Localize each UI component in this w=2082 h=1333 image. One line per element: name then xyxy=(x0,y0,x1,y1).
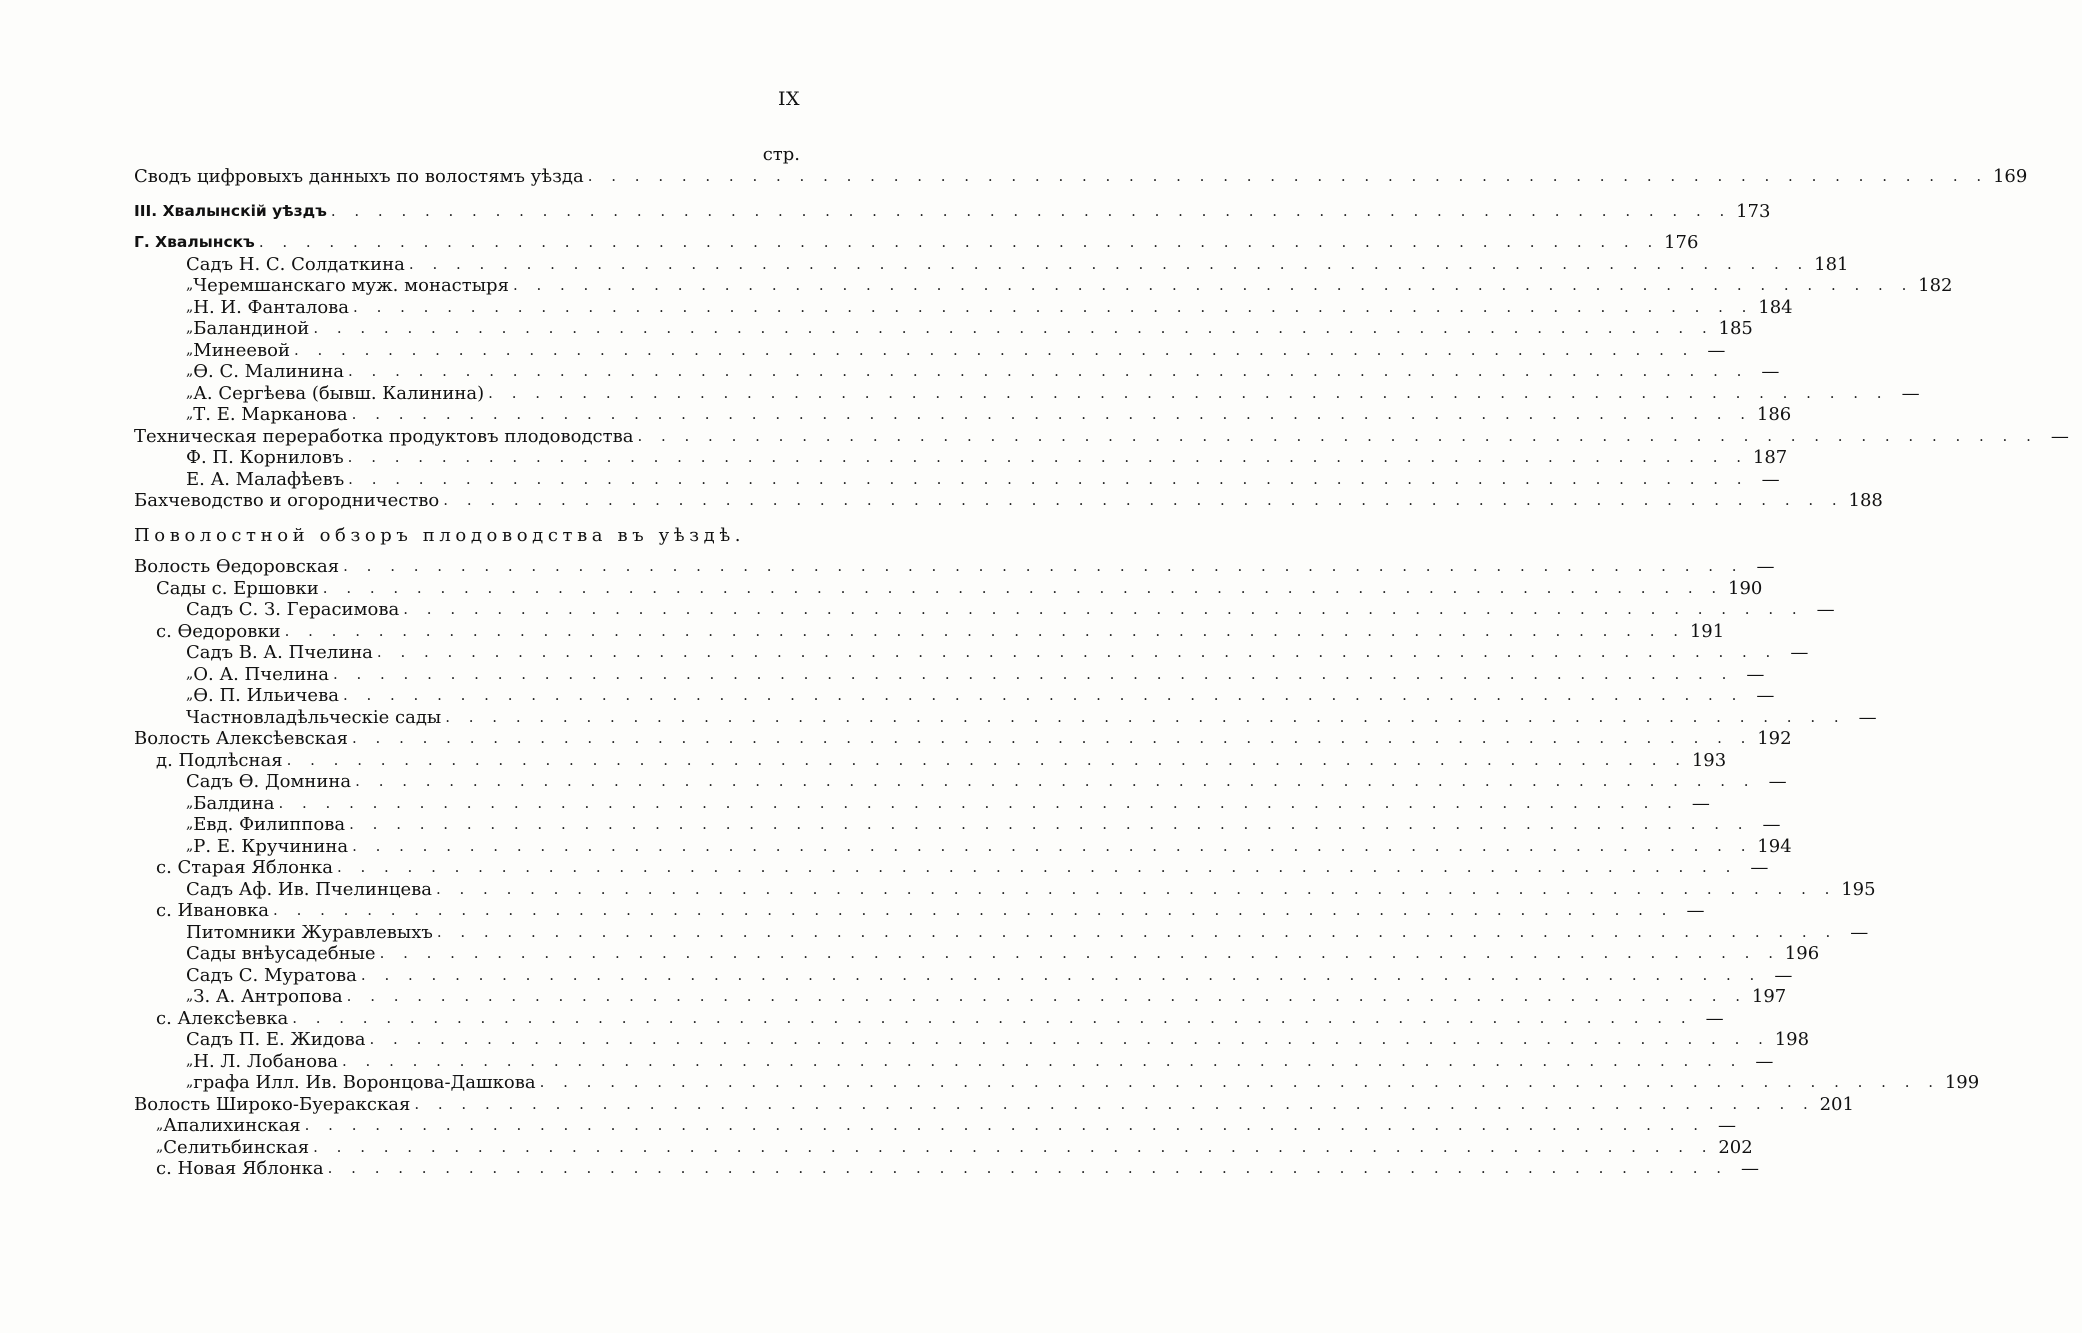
toc-entry-title: д. Подлѣсная xyxy=(156,750,287,772)
toc-entry-title: III. Хвалынскій уѣздъ xyxy=(134,201,331,223)
leader-dots: . . . . . . . . . . . . . . . . . . . . . . . . . . . . . . . . . . . . . . . . . . . . . . . . . . . . . . . . . . . . xyxy=(445,707,1846,726)
toc-entry-page: — xyxy=(2038,426,2082,448)
leader-dots: . . . . . . . . . . . . . . . . . . . . . . . . . . . . . . . . . . . . . . . . . . . . . . . . . . . . . . . . . . . . xyxy=(330,201,1732,220)
toc-entry-page: — xyxy=(1761,965,1805,987)
toc-entry xyxy=(134,468,1780,491)
toc-entry-page: 184 xyxy=(1753,297,1797,319)
toc-entry-page: 192 xyxy=(1752,728,1796,750)
ditto-mark: „ xyxy=(186,341,194,358)
page-number: IX xyxy=(777,88,800,110)
toc-entry-title: Садъ С. З. Герасимова xyxy=(186,599,403,621)
toc-entry xyxy=(134,490,1883,512)
toc-entry xyxy=(134,577,1763,600)
toc-entry xyxy=(134,318,1753,340)
toc-entry xyxy=(134,200,1771,223)
toc-entry xyxy=(134,1072,1980,1094)
toc-entry-page: — xyxy=(1728,1158,1772,1180)
toc-entry-title: графа Илл. Ив. Воронцова-Дашкова xyxy=(193,1072,539,1094)
toc-entry xyxy=(134,556,1775,578)
leader-dots: . . . . . . . . . . . . . . . . . . . . . . . . . . . . . . . . . . . . . . . . . . . . . . . . . . . . . . . . . . . . xyxy=(336,858,1738,876)
toc-entry-page: — xyxy=(1777,642,1821,664)
leader-dots: . . . . . . . . . . . . . . . . . . . . . . . . . . . . . . . . . . . . . . . . . . . . . . . . . . . . . . . . . . . . xyxy=(360,965,1762,984)
ditto-mark: „ xyxy=(186,277,194,293)
toc-entry-title: с. Новая Яблонка xyxy=(156,1158,328,1180)
toc-entry xyxy=(134,404,1792,426)
toc-entry-title: Евд. Филиппова xyxy=(193,814,349,836)
leader-dots: . . . . . . . . . . . . . . . . . . . . . . . . . . . . . . . . . . . . . . . . . . . . . . . . . . . . . . . . . . . . xyxy=(637,426,2038,445)
toc-entry xyxy=(134,275,1953,297)
toc-entry-title: Р. Е. Кручинина xyxy=(193,836,352,858)
toc-entry xyxy=(134,771,1787,793)
toc-entry-page: — xyxy=(1744,556,1788,578)
toc-entry-page: 197 xyxy=(1747,986,1791,1008)
toc-entry-page: — xyxy=(1679,793,1723,815)
ditto-mark: „ xyxy=(186,298,194,315)
toc-entry-page: — xyxy=(1748,361,1792,383)
leader-dots: . . . . . . . . . . . . . . . . . . . . . . . . . . . . . . . . . . . . . . . . . . . . . . . . . . . . . . . . . . . . xyxy=(348,469,1749,488)
toc-entry xyxy=(134,1158,1760,1180)
toc-entry xyxy=(134,296,1793,319)
leader-dots: . . . . . . . . . . . . . . . . . . . . . . . . . . . . . . . . . . . . . . . . . . . . . . . . . . . . . . . . . . . . xyxy=(343,557,1744,575)
toc-entry-title: Н. Л. Лобанова xyxy=(193,1051,342,1073)
toc-entry-page: 199 xyxy=(1940,1072,1984,1094)
toc-entry-page: 187 xyxy=(1748,447,1792,469)
ditto-mark: „ xyxy=(186,1074,194,1090)
toc-entry-page: 169 xyxy=(1988,166,2032,188)
toc-entry xyxy=(134,339,1726,362)
toc-entry-page: 195 xyxy=(1836,879,1880,901)
toc-entry-title: Ѳ. П. Ильичева xyxy=(193,685,343,707)
toc-entry-page: — xyxy=(1749,469,1793,491)
leader-dots: . . . . . . . . . . . . . . . . . . . . . . . . . . . . . . . . . . . . . . . . . . . . . . . . . . . . . . . . . . . . xyxy=(488,383,1889,402)
toc-entry-page: 186 xyxy=(1752,404,1796,426)
leader-dots: . . . . . . . . . . . . . . . . . . . . . . . . . . . . . . . . . . . . . . . . . . . . . . . . . . . . . . . . . . . . xyxy=(258,233,1660,251)
toc-entry-page: — xyxy=(1694,340,1738,362)
toc-entry xyxy=(134,943,1820,965)
toc-entry-page: 202 xyxy=(1714,1137,1758,1159)
toc-entry xyxy=(134,792,1710,815)
leader-dots: . . . . . . . . . . . . . . . . . . . . . . . . . . . . . . . . . . . . . . . . . . . . . . . . . . . . . . . . . . . . xyxy=(443,491,1844,509)
toc-entry-page: 173 xyxy=(1731,201,1775,223)
toc-entry xyxy=(134,921,1869,944)
toc-entry xyxy=(134,878,1876,901)
toc-entry-page: — xyxy=(1733,664,1777,686)
toc-entry-title: Селитьбинская xyxy=(163,1137,313,1159)
toc-entry-page: 181 xyxy=(1809,254,1853,276)
toc-entry xyxy=(134,425,2069,448)
toc-entry-title: Сводъ цифровыхъ данныхъ по волостямъ уѣзда xyxy=(134,166,588,188)
ditto-mark: „ xyxy=(186,988,194,1004)
toc-entry-title: Минеевой xyxy=(193,340,294,362)
toc-entry-title: Волость Широко-Буеракская xyxy=(134,1094,414,1116)
leader-dots: . . . . . . . . . . . . . . . . . . . . . . . . . . . . . . . . . . . . . . . . . . . . . . . . . . . . . . . . . . . . xyxy=(293,340,1695,359)
toc-entry-page: 194 xyxy=(1752,836,1796,858)
toc-entry-title: Е. А. Малафѣевъ xyxy=(186,469,348,491)
toc-entry-page: — xyxy=(1693,1008,1737,1030)
leader-dots: . . . . . . . . . . . . . . . . . . . . . . . . . . . . . . . . . . . . . . . . . . . . . . . . . . . . . . . . . . . . xyxy=(332,664,1734,683)
toc-entry-page: — xyxy=(1750,814,1794,836)
leader-dots: . . . . . . . . . . . . . . . . . . . . . . . . . . . . . . . . . . . . . . . . . . . . . . . . . . . . . . . . . . . . xyxy=(346,987,1748,1005)
leader-dots: . . . . . . . . . . . . . . . . . . . . . . . . . . . . . . . . . . . . . . . . . . . . . . . . . . . . . . . . . . . . xyxy=(369,1030,1770,1048)
leader-dots: . . . . . . . . . . . . . . . . . . . . . . . . . . . . . . . . . . . . . . . . . . . . . . . . . . . . . . . . . . . . xyxy=(342,686,1744,704)
leader-dots: . . . . . . . . . . . . . . . . . . . . . . . . . . . . . . . . . . . . . . . . . . . . . . . . . . . . . . . . . . . . xyxy=(355,772,1756,790)
toc-entry xyxy=(134,166,2028,188)
ditto-mark: „ xyxy=(186,1052,194,1069)
toc-entry-page: — xyxy=(1846,707,1890,729)
leader-dots: . . . . . . . . . . . . . . . . . . . . . . . . . . . . . . . . . . . . . . . . . . . . . . . . . . . . . . . . . . . . xyxy=(353,297,1754,316)
toc-entry xyxy=(134,986,1787,1008)
toc-entry-title: З. А. Антропова xyxy=(193,986,346,1008)
toc-entry xyxy=(134,1050,1774,1073)
toc-entry-title: Балдина xyxy=(193,793,278,815)
toc-entry-title: Апалихинская xyxy=(163,1115,304,1137)
leader-dots: . . . . . . . . . . . . . . . . . . . . . . . . . . . . . . . . . . . . . . . . . . . . . . . . . . . . . . . . . . . . xyxy=(273,901,1674,919)
toc-entry xyxy=(134,382,1920,405)
toc-entry xyxy=(134,964,1793,987)
ditto-mark: „ xyxy=(186,665,194,682)
toc-entry-title: О. А. Пчелина xyxy=(193,664,333,686)
toc-entry xyxy=(134,232,1699,254)
toc-entry-title: Сады с. Ершовки xyxy=(156,578,323,600)
toc-entry xyxy=(134,1029,1810,1051)
ditto-mark: „ xyxy=(186,837,194,854)
toc-entry-page: — xyxy=(1889,383,1933,405)
toc-entry-title: Т. Е. Марканова xyxy=(193,404,351,426)
ditto-mark: „ xyxy=(186,363,194,379)
toc-entry-page: — xyxy=(1756,771,1800,793)
toc-entry-page: 190 xyxy=(1723,578,1767,600)
toc-entry xyxy=(134,1093,1854,1116)
toc-entry-page: 185 xyxy=(1714,318,1758,340)
toc-entry-page: — xyxy=(1837,922,1881,944)
toc-entry-title: Волость Алексѣевская xyxy=(134,728,352,750)
toc-entry-title: Садъ Ѳ. Домнина xyxy=(186,771,355,793)
toc-entry-page: — xyxy=(1742,1051,1786,1073)
toc-entry-title: с. Ѳедоровки xyxy=(156,621,285,643)
toc-entry-title: Садъ Аф. Ив. Пчелинцева xyxy=(186,879,436,901)
toc-entry-title: Садъ С. Муратова xyxy=(186,965,361,987)
ditto-mark: „ xyxy=(186,816,194,832)
toc-entry-page: 176 xyxy=(1659,232,1703,254)
leader-dots: . . . . . . . . . . . . . . . . . . . . . . . . . . . . . . . . . . . . . . . . . . . . . . . . . . . . . . . . . . . . xyxy=(348,362,1749,380)
toc-entry-title: с. Ивановка xyxy=(156,900,273,922)
toc-entry-page: 193 xyxy=(1687,750,1731,772)
toc-entry xyxy=(134,706,1877,729)
toc-entry-title: Питомники Журавлевыхъ xyxy=(186,922,437,944)
toc-entry xyxy=(134,253,1849,276)
leader-dots: . . . . . . . . . . . . . . . . . . . . . . . . . . . . . . . . . . . . . . . . . . . . . . . . . . . . . . . . . . . . xyxy=(539,1073,1941,1091)
leader-dots: . . . . . . . . . . . . . . . . . . . . . . . . . . . . . . . . . . . . . . . . . . . . . . . . . . . . . . . . . . . . xyxy=(376,643,1778,661)
ditto-mark: „ xyxy=(186,794,194,811)
toc-entry-title: с. Алексѣевка xyxy=(156,1008,292,1030)
toc-entry-page: — xyxy=(1743,685,1787,707)
toc-entry-title: А. Сергѣева (бывш. Калинина) xyxy=(193,383,488,405)
toc-entry-title: Техническая переработка продуктовъ плодоводства xyxy=(134,426,637,448)
toc-entry-title: Бахчеводство и огородничество xyxy=(134,490,443,512)
ditto-mark: „ xyxy=(186,687,194,703)
ditto-mark: „ xyxy=(186,406,194,422)
leader-dots: . . . . . . . . . . . . . . . . . . . . . . . . . . . . . . . . . . . . . . . . . . . . . . . . . . . . . . . . . . . . xyxy=(436,922,1838,941)
toc-entry xyxy=(134,1115,1737,1137)
leader-dots: . . . . . . . . . . . . . . . . . . . . . . . . . . . . . . . . . . . . . . . . . . . . . . . . . . . . . . . . . . . . xyxy=(347,448,1749,466)
toc-entry-title: Поволостной обзоръ плодоводства въ уѣздѣ. xyxy=(134,525,749,547)
toc-entry-page: 201 xyxy=(1815,1094,1859,1116)
toc-entry xyxy=(134,814,1781,836)
leader-dots: . . . . . . . . . . . . . . . . . . . . . . . . . . . . . . . . . . . . . . . . . . . . . . . . . . . . . . . . . . . . xyxy=(322,578,1724,597)
toc-entry xyxy=(134,525,800,547)
ditto-mark: „ xyxy=(156,1117,164,1133)
leader-dots: . . . . . . . . . . . . . . . . . . . . . . . . . . . . . . . . . . . . . . . . . . . . . . . . . . . . . . . . . . . . xyxy=(512,276,1914,294)
toc-entry xyxy=(134,620,1725,643)
leader-dots: . . . . . . . . . . . . . . . . . . . . . . . . . . . . . . . . . . . . . . . . . . . . . . . . . . . . . . . . . . . . xyxy=(352,729,1753,747)
table-of-contents xyxy=(134,166,2069,1180)
toc-entry xyxy=(134,1136,1753,1159)
toc-entry-title: Садъ П. Е. Жидова xyxy=(186,1029,370,1051)
toc-entry xyxy=(134,642,1809,664)
leader-dots: . . . . . . . . . . . . . . . . . . . . . . . . . . . . . . . . . . . . . . . . . . . . . . . . . . . . . . . . . . . . xyxy=(313,1137,1714,1156)
leader-dots: . . . . . . . . . . . . . . . . . . . . . . . . . . . . . . . . . . . . . . . . . . . . . . . . . . . . . . . . . . . . xyxy=(408,254,1810,273)
leader-dots: . . . . . . . . . . . . . . . . . . . . . . . . . . . . . . . . . . . . . . . . . . . . . . . . . . . . . . . . . . . . xyxy=(435,879,1837,898)
toc-entry xyxy=(134,900,1705,922)
toc-entry-title: с. Старая Яблонка xyxy=(156,857,337,879)
leader-dots: . . . . . . . . . . . . . . . . . . . . . . . . . . . . . . . . . . . . . . . . . . . . . . . . . . . . . . . . . . . . xyxy=(349,815,1750,833)
leader-dots: . . . . . . . . . . . . . . . . . . . . . . . . . . . . . . . . . . . . . . . . . . . . . . . . . . . . . . . . . . . . xyxy=(342,1051,1743,1070)
toc-entry xyxy=(134,857,1769,879)
toc-entry-title: Частновладѣльческіе сады xyxy=(186,707,445,729)
toc-entry-title: Садъ В. А. Пчелина xyxy=(186,642,377,664)
leader-dots: . . . . . . . . . . . . . . . . . . . . . . . . . . . . . . . . . . . . . . . . . . . . . . . . . . . . . . . . . . . . xyxy=(352,836,1753,855)
toc-entry xyxy=(134,1007,1724,1030)
leader-dots: . . . . . . . . . . . . . . . . . . . . . . . . . . . . . . . . . . . . . . . . . . . . . . . . . . . . . . . . . . . . xyxy=(304,1116,1706,1134)
leader-dots: . . . . . . . . . . . . . . . . . . . . . . . . . . . . . . . . . . . . . . . . . . . . . . . . . . . . . . . . . . . . xyxy=(403,600,1804,618)
toc-entry-page: 198 xyxy=(1770,1029,1814,1051)
ditto-mark: „ xyxy=(186,384,194,401)
toc-entry-page: — xyxy=(1737,857,1781,879)
leader-dots: . . . . . . . . . . . . . . . . . . . . . . . . . . . . . . . . . . . . . . . . . . . . . . . . . . . . . . . . . . . . xyxy=(278,793,1679,812)
leader-dots: . . . . . . . . . . . . . . . . . . . . . . . . . . . . . . . . . . . . . . . . . . . . . . . . . . . . . . . . . . . . xyxy=(284,621,1685,640)
toc-entry xyxy=(134,749,1727,772)
toc-entry-title: Волость Ѳедоровская xyxy=(134,556,343,578)
toc-entry-title: Г. Хвалынскъ xyxy=(134,232,259,254)
leader-dots: . . . . . . . . . . . . . . . . . . . . . . . . . . . . . . . . . . . . . . . . . . . . . . . . . . . . . . . . . . . . xyxy=(327,1159,1729,1177)
toc-entry-page: 182 xyxy=(1913,275,1957,297)
toc-entry xyxy=(134,835,1792,858)
toc-entry xyxy=(134,599,1835,621)
toc-entry-page: 196 xyxy=(1780,943,1824,965)
leader-dots: . . . . . . . . . . . . . . . . . . . . . . . . . . . . . . . . . . . . . . . . . . . . . . . . . . . . . . . . . . . . xyxy=(587,167,1989,185)
leader-dots: . . . . . . . . . . . . . . . . . . . . . . . . . . . . . . . . . . . . . . . . . . . . . . . . . . . . . . . . . . . . xyxy=(351,405,1753,423)
toc-entry-title: Н. И. Фанталова xyxy=(193,297,353,319)
toc-entry-title: Сады внѣусадебные xyxy=(186,943,380,965)
toc-entry-title: Баландиной xyxy=(193,318,313,340)
toc-entry xyxy=(134,728,1792,750)
toc-entry-page: — xyxy=(1705,1115,1749,1137)
leader-dots: . . . . . . . . . . . . . . . . . . . . . . . . . . . . . . . . . . . . . . . . . . . . . . . . . . . . . . . . . . . . xyxy=(286,750,1688,769)
pages-column-label: стр. xyxy=(762,144,800,165)
toc-entry-page: — xyxy=(1673,900,1717,922)
toc-entry-title: Ф. П. Корниловъ xyxy=(186,447,348,469)
ditto-mark: „ xyxy=(156,1138,164,1155)
ditto-mark: „ xyxy=(186,320,194,336)
toc-entry xyxy=(134,447,1788,469)
toc-entry-title: Ѳ. С. Малинина xyxy=(193,361,348,383)
toc-entry xyxy=(134,663,1765,686)
toc-entry-title: Черемшанскаго муж. монастыря xyxy=(193,275,513,297)
leader-dots: . . . . . . . . . . . . . . . . . . . . . . . . . . . . . . . . . . . . . . . . . . . . . . . . . . . . . . . . . . . . xyxy=(414,1094,1815,1113)
leader-dots: . . . . . . . . . . . . . . . . . . . . . . . . . . . . . . . . . . . . . . . . . . . . . . . . . . . . . . . . . . . . xyxy=(379,944,1780,962)
leader-dots: . . . . . . . . . . . . . . . . . . . . . . . . . . . . . . . . . . . . . . . . . . . . . . . . . . . . . . . . . . . . xyxy=(313,319,1714,337)
toc-entry-page: 191 xyxy=(1685,621,1729,643)
toc-entry xyxy=(134,361,1780,383)
toc-entry-title: Садъ Н. С. Солдаткина xyxy=(186,254,409,276)
leader-dots: . . . . . . . . . . . . . . . . . . . . . . . . . . . . . . . . . . . . . . . . . . . . . . . . . . . . . . . . . . . . xyxy=(292,1008,1693,1027)
toc-entry xyxy=(134,685,1775,707)
toc-entry-page: 188 xyxy=(1844,490,1888,512)
toc-entry-page: — xyxy=(1804,599,1848,621)
